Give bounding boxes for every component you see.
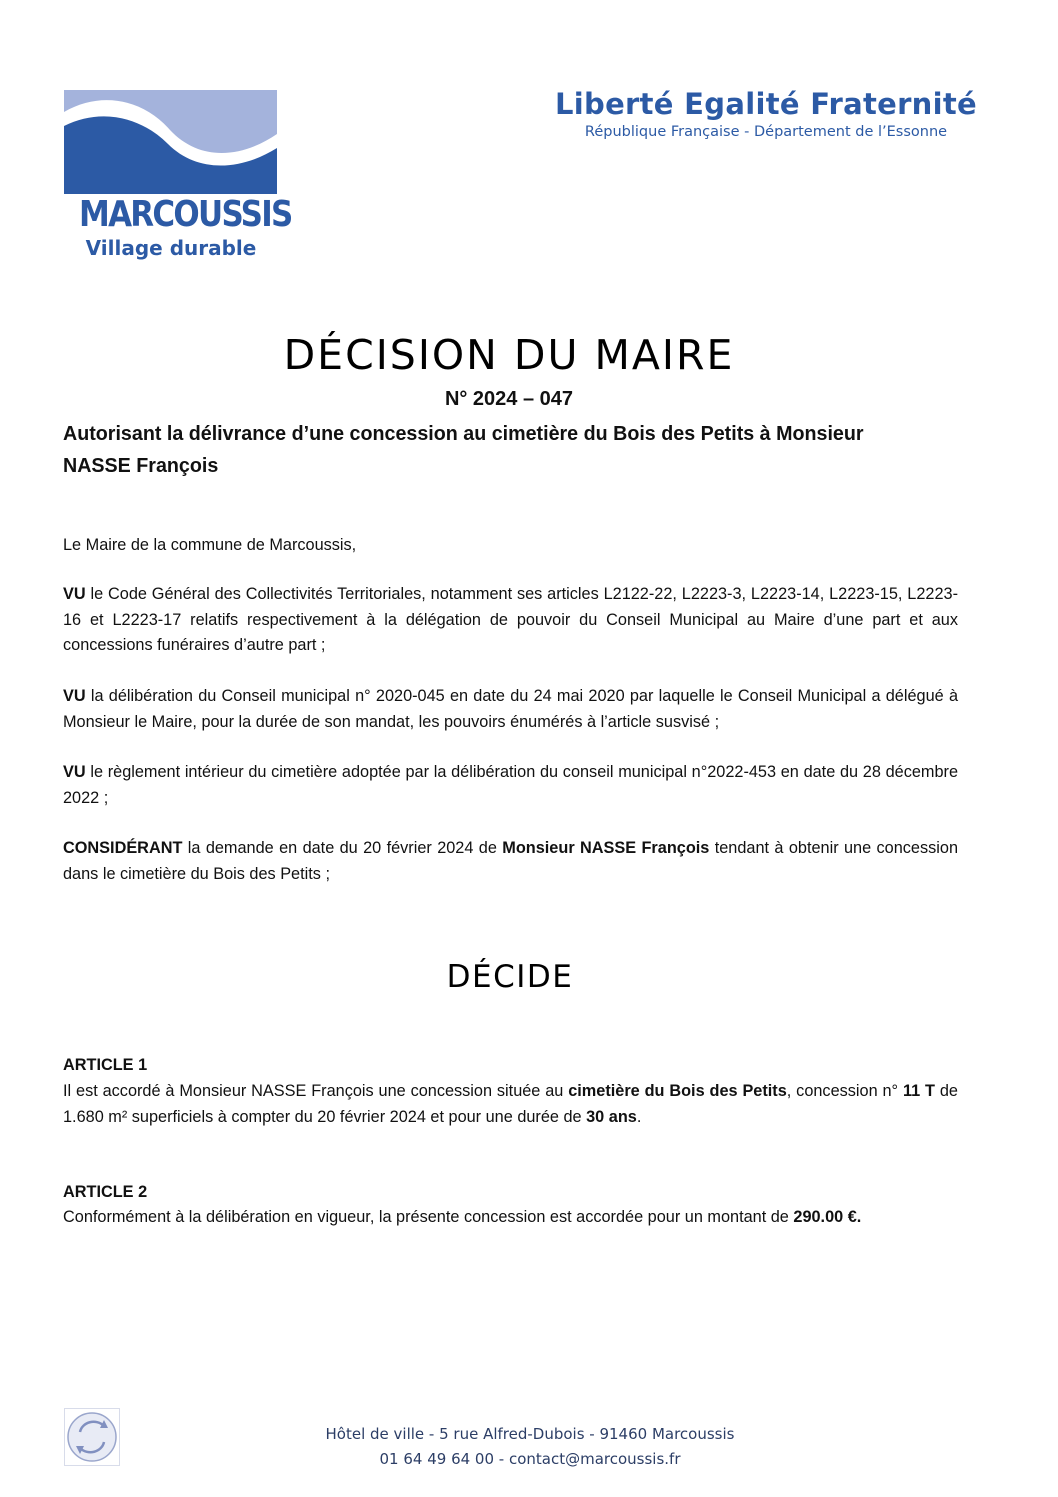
vu-paragraph-2: [63, 684, 958, 735]
intro-paragraph: Le Maire de la commune de Marcoussis,: [63, 536, 357, 554]
wave-emblem-icon: [64, 90, 277, 194]
republic-motto: [536, 86, 996, 142]
vu-text: la délibération du Conseil municipal n° 2020-045 en date du 24 mai 2020 par laquelle le Conseil Municipal a délégué à Monsieur le Maire, pour la durée de son mandat, les pouvoirs énumérés à l’article susvisé ;: [63, 687, 958, 731]
motto-line: Liberté Egalité Fraternité: [555, 87, 977, 121]
considerant-label: CONSIDÉRANT: [63, 839, 183, 857]
footer-phone-email: 01 64 49 64 00 - contact@marcoussis.fr: [379, 1450, 681, 1468]
vu-text: le règlement intérieur du cimetière adoptée par la délibération du conseil municipal n°2022-453 en date du 28 décembre 2022 ;: [63, 763, 958, 807]
article-1-part: , concession n°: [786, 1082, 903, 1100]
motto-subline: République Française - Département de l’Essonne: [584, 124, 948, 140]
page-title: DÉCISION DU MAIRE: [283, 331, 735, 379]
cemetery-name: cimetière du Bois des Petits: [568, 1082, 787, 1100]
concession-amount: 290.00 €.: [793, 1208, 862, 1226]
vu-paragraph-3: [63, 760, 958, 811]
footer-contact: [260, 1422, 800, 1472]
concession-duration: 30 ans: [586, 1107, 637, 1126]
logo-name: MARCOUSSIS: [78, 194, 292, 235]
considerant-paragraph: [63, 836, 958, 887]
considerant-text-end: tendant à obtenir une concession dans le cimetière du Bois des Petits ;: [63, 839, 958, 883]
considerant-text: la demande en date du 20 février 2024 de: [182, 839, 503, 857]
article-1-part: .: [636, 1107, 642, 1126]
article-1-part: Il est accordé à Monsieur NASSE François une concession située au: [63, 1082, 569, 1100]
article-2-text: [63, 1205, 958, 1231]
decision-number: N° 2024 – 047: [444, 388, 574, 410]
logo-tagline: Village durable: [85, 236, 257, 260]
marcoussis-logo: [64, 90, 292, 266]
vu-paragraph-1: [63, 582, 958, 659]
applicant-name: Monsieur NASSE François: [502, 839, 710, 857]
vu-label: VU: [63, 687, 86, 705]
article-1-text: [63, 1079, 958, 1130]
article-1-title: ARTICLE 1: [63, 1056, 148, 1074]
vu-label: VU: [63, 585, 86, 603]
vu-label: VU: [63, 763, 86, 781]
footer-address: Hôtel de ville - 5 rue Alfred-Dubois - 91460 Marcoussis: [325, 1425, 735, 1443]
decision-subject: Autorisant la délivrance d’une concession au cimetière du Bois des Petits à Monsieur NASSE François: [63, 422, 864, 477]
article-2-title: ARTICLE 2: [63, 1183, 148, 1201]
recycled-paper-badge: [64, 1408, 120, 1466]
article-1-part: de 1.680 m² superficiels à compter du 20 février 2024 et pour une durée de: [63, 1082, 958, 1126]
vu-text: le Code Général des Collectivités Territoriales, notamment ses articles L2122-22, L2223-3, L2223-14, L2223-15, L2223-16 et L2223-17 relatifs respectivement à la délégation de pouvoir du Conseil Municipal au Maire d’une part et aux concessions funéraires d’autre part ;: [63, 585, 958, 654]
decide-heading: DÉCIDE: [446, 959, 574, 995]
article-2-part: Conformément à la délibération en vigueur, la présente concession est accordée pour un montant de: [63, 1208, 794, 1226]
concession-number: 11 T: [902, 1082, 935, 1100]
recycled-paper-icon: [64, 1408, 120, 1466]
